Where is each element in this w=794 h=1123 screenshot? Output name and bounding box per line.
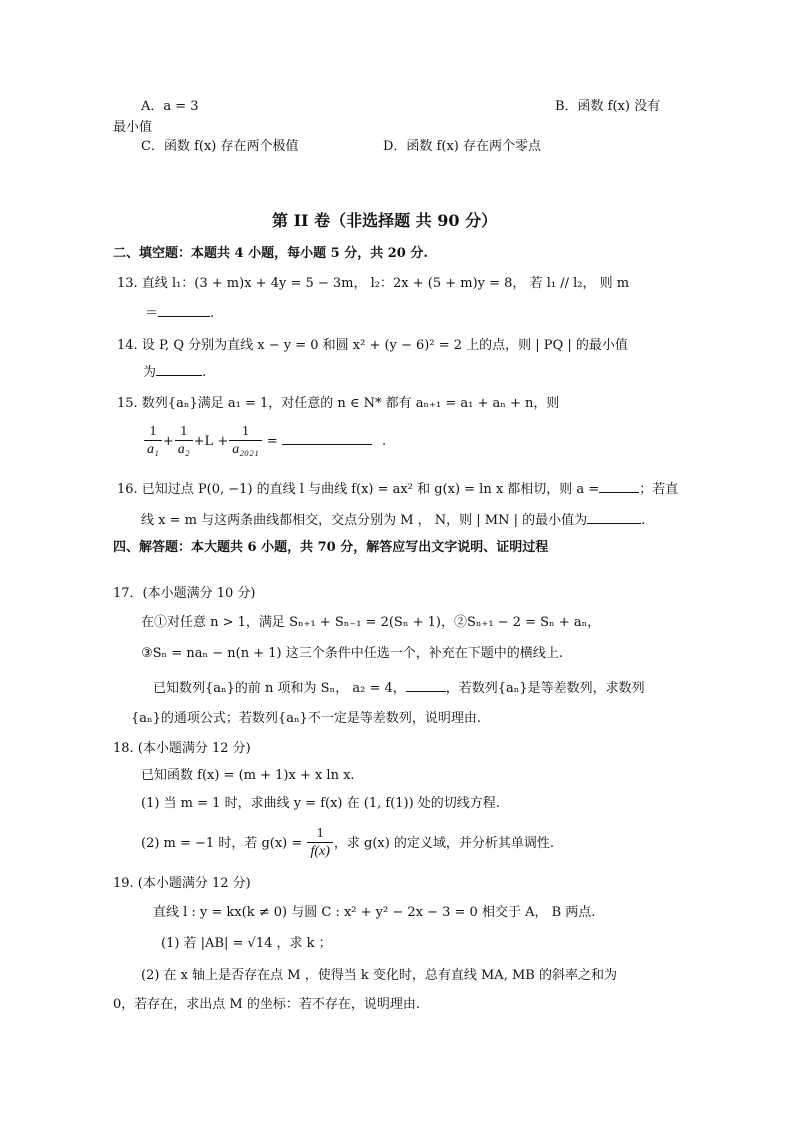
- q15-sum-expression: [143, 424, 386, 460]
- q17-line3-post: ，若数列{aₙ}是等差数列，求数列: [445, 681, 645, 696]
- q16-period: .: [641, 513, 646, 528]
- q14-wei: 为: [143, 365, 157, 380]
- q18-line3-post: ，求 g(x) 的定义域，并分析其单调性.: [333, 836, 555, 851]
- q19-line4: 0，若存在，求出点 M 的坐标：若不存在，说明理由.: [113, 997, 420, 1012]
- q17-line1: 在①对任意 n > 1，满足 Sₙ₊₁ + Sₙ₋₁ = 2(Sₙ + 1)，②Sₙ₊₁ − 2 = Sₙ + aₙ，: [141, 615, 601, 630]
- section-answer-heading: 四、解答题：本大题共 6 小题，共 70 分，解答应写出文字说明、证明过程: [113, 540, 549, 555]
- q13-line2: [145, 304, 214, 323]
- q19-line1: 直线 l : y = kx(k ≠ 0) 与圆 C : x² + y² − 2x − 3 = 0 相交于 A， B 两点.: [153, 905, 596, 920]
- q15-ellipsis: +L +: [193, 434, 229, 449]
- q15-fraction-3: $\frac{1}{\text{a₂₀₂₁}}$: [229, 424, 261, 459]
- q14-line2: [143, 363, 206, 382]
- q19-line3: (2) 在 x 轴上是否存在点 M ，使得当 k 变化时，总有直线 MA, MB 的斜率之和为: [141, 968, 617, 983]
- q15-plus: +: [162, 434, 174, 449]
- q13-period: .: [210, 306, 215, 321]
- q15-answer-blank: [282, 432, 372, 445]
- q19-line2: (1) 若 |AB| = √14 ，求 k ；: [161, 936, 332, 951]
- q18-line2: (1) 当 m = 1 时，求曲线 y = f(x) 在 (1, f(1)) 处的切线方程.: [141, 796, 500, 811]
- q13-equals: ＝: [145, 306, 159, 321]
- q17-line3-pre: 已知数列{aₙ}的前 n 项和为 Sₙ， a₂ = 4，: [153, 681, 406, 696]
- q16-line2-text: 线 x = m 与这两条曲线都相交，交点分别为 M ， N，则 | MN | 的最小值为: [141, 513, 588, 528]
- q16-blank-mn: [587, 511, 641, 524]
- q14-line1: 14. 设 P, Q 分别为直线 x − y = 0 和圆 x² + (y − 6)² = 2 上的点，则 | PQ | 的最小值: [117, 338, 628, 353]
- option-c: C．函数 f(x) 存在两个极值: [141, 139, 299, 154]
- q18-fraction: $\frac{1}{f(x)}$: [307, 826, 332, 861]
- q19-head: 19. (本小题满分 12 分): [113, 876, 251, 891]
- q16-line2: [141, 511, 645, 530]
- q17-line3: [153, 679, 645, 698]
- q18-line3: [141, 825, 554, 863]
- q15-line1: 15. 数列{aₙ}满足 a₁ = 1，对任意的 n ∈ N* 都有 aₙ₊₁ = a₁ + aₙ + n，则: [117, 396, 560, 411]
- q16-line1-suffix: ；若直: [639, 482, 679, 497]
- q18-line1: 已知函数 f(x) = (m + 1)x + x ln x.: [141, 768, 355, 783]
- option-b-continuation: 最小值: [113, 120, 153, 135]
- q14-answer-blank: [156, 363, 202, 376]
- q15-period: .: [382, 434, 387, 449]
- option-d: D．函数 f(x) 存在两个零点: [383, 139, 541, 154]
- section-fill-heading: 二、填空题：本题共 4 小题，每小题 5 分，共 20 分.: [113, 246, 428, 261]
- part2-title: 第 II 卷（非选择题 共 90 分）: [272, 211, 498, 230]
- q14-period: .: [202, 365, 207, 380]
- q15-fraction-1: $\frac{1}{\text{a₁}}$: [144, 424, 162, 459]
- q16-line1: [117, 480, 678, 499]
- q15-equals: =: [266, 434, 278, 449]
- q16-line1-text: 16. 已知过点 P(0, −1) 的直线 l 与曲线 f(x) = ax² 和 g(x) = ln x 都相切，则 a =: [117, 482, 600, 497]
- q17-line2: ③Sₙ = naₙ − n(n + 1) 这三个条件中任选一个，补充在下题中的横线上.: [141, 646, 563, 661]
- option-a: A．a = 3: [141, 99, 199, 114]
- q17-head: 17．(本小题满分 10 分): [113, 586, 256, 601]
- q13-line1: 13. 直线 l₁：(3 + m)x + 4y = 5 − 3m， l₂：2x + (5 + m)y = 8， 若 l₁ // l₂， 则 m: [117, 276, 630, 291]
- q18-head: 18. (本小题满分 12 分): [113, 741, 251, 756]
- option-b: B．函数 f(x) 没有: [555, 99, 661, 114]
- q18-line3-pre: (2) m = −1 时，若 g(x) =: [141, 836, 303, 851]
- q17-condition-blank: [406, 679, 446, 692]
- q13-answer-blank: [158, 304, 210, 317]
- q17-line4: {aₙ}的通项公式；若数列{aₙ}不一定是等差数列，说明理由.: [131, 711, 481, 726]
- q15-fraction-2: $\frac{1}{\text{a₂}}$: [175, 424, 193, 459]
- q16-blank-a: [599, 480, 639, 493]
